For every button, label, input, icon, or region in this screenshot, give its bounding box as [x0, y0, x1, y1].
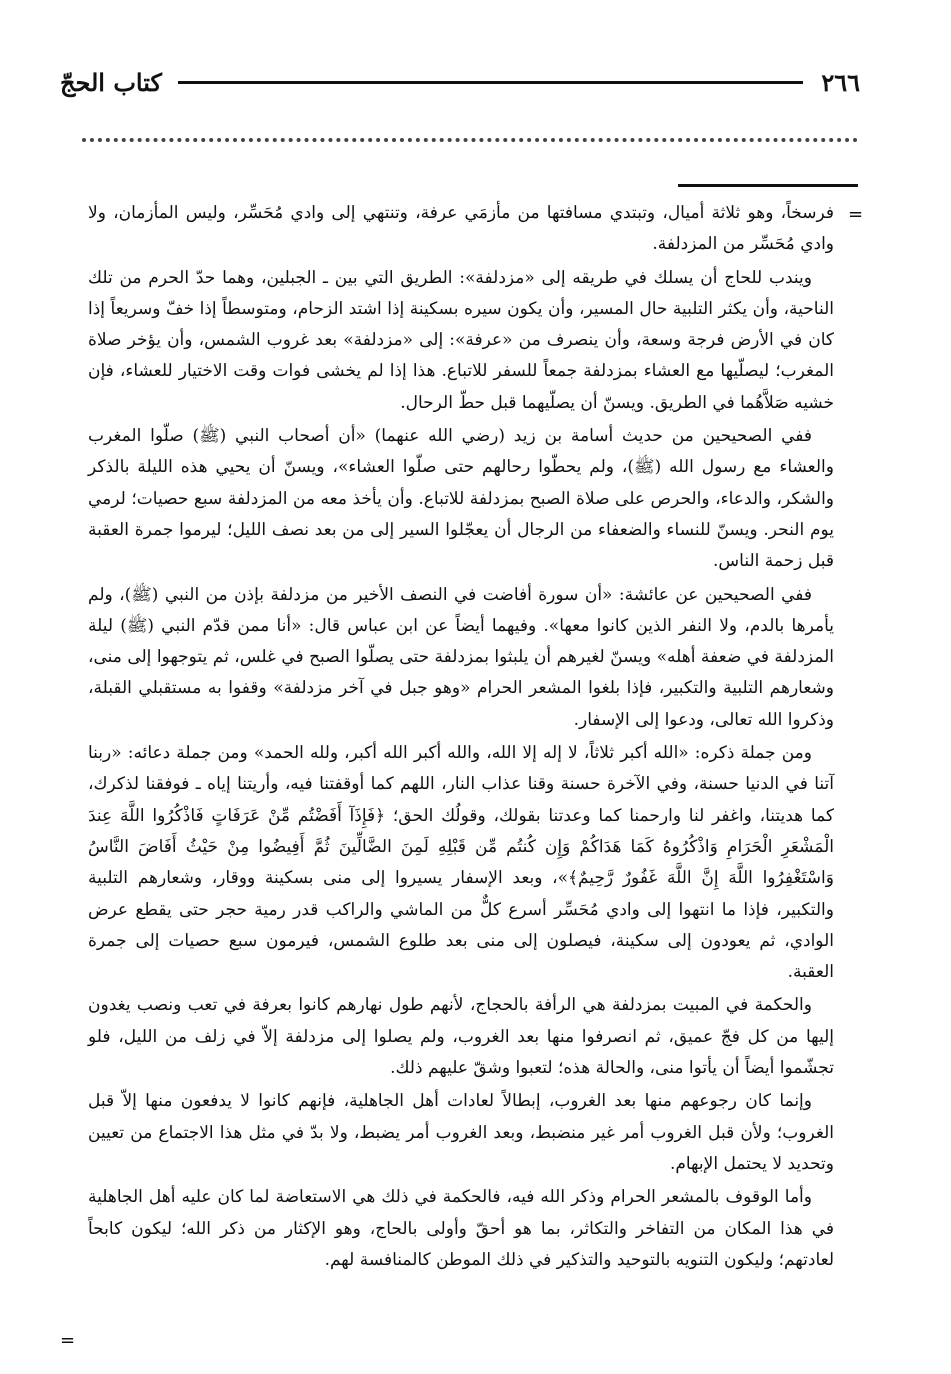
header-rule [178, 81, 803, 84]
running-title: كتاب الحجّ [60, 67, 162, 97]
paragraph: ففي الصحيحين من حديث أسامة بن زيد (رضي الله عنهما) «أن أصحاب النبي (ﷺ) صلّوا المغرب والعشاء مع رسول الله (ﷺ)، ولم يحطّوا رحالهم حتى صلّوا العشاء»، ويسنّ أن يحيي هذه الليلة بالذكر والشكر، والدعاء، والحرص على صلاة الصبح بمزدلفة للاتباع. وأن يأخذ معه من المزدلفة سبع حصيات؛ لرمي يوم النحر. ويسنّ للنساء والضعفاء من الرجال أن يعجّلوا السير إلى من بعد نصف الليل؛ ليرموا جمرة العقبة قبل زحمة الناس. [88, 426, 834, 572]
continuation-rule [678, 184, 858, 187]
paragraph: وإنما كان رجوعهم منها بعد الغروب، إبطالاً لعادات أهل الجاهلية، فإنهم كانوا لا يدفعون منها إلاّ قبل الغروب؛ ولأن قبل الغروب أمر غير منضبط، وبعد الغروب أمر يضبط، ولا بدّ في مثل هذا الاجتماع من تعيين وتحديد لا يحتمل الإبهام. [88, 1091, 834, 1174]
page-number: ٢٦٦ [821, 67, 860, 97]
page-body [88, 198, 834, 1278]
paragraph: ومن جملة ذكره: «الله أكبر ثلاثاً، لا إله إلا الله، والله أكبر الله أكبر، ولله الحمد» ومن جملة دعائه: «ربنا آتنا في الدنيا حسنة، وفي الآخرة حسنة وقنا عذاب النار، اللهم كما أوقفتنا فيه، وأريتنا إياه ـ فوفقنا لذكرك، كما هديتنا، واغفر لنا وارحمنا كما وعدتنا بقولك، وقولُك الحق؛ ﴿فَإِذَآ أَفَضْتُم مِّنْ عَرَفَاتٍ فَاذْكُرُوا اللَّهَ عِندَ الْمَشْعَرِ الْحَرَامِ وَاذْكُرُوهُ كَمَا هَدَاكُمْ وَإِن كُنتُم مِّن قَبْلِهِ لَمِنَ الضَّالِّينَ ثُمَّ أَفِيضُوا مِنْ حَيْثُ أَفَاضَ النَّاسُ وَاسْتَغْفِرُوا اللَّهَ إِنَّ اللَّهَ غَفُورٌ رَّحِيمٌ﴾»، وبعد الإسفار يسيروا إلى منى بسكينة ووقار، وشعارهم التلبية والتكبير، فإذا ما انتهوا إلى وادي مُحَسِّر أسرع كلٌّ من الماشي والراكب قدر رمية حجر حتى يقطع عرض الوادي، ثم يعودون إلى سكينة، فيصلون إلى منى بعد طلوع الشمس، فيرمون سبع حصيات إلى جمرة العقبة. [88, 743, 834, 983]
continuation-marker-top: = [848, 204, 864, 225]
paragraph: ويندب للحاج أن يسلك في طريقه إلى «مزدلفة»: الطريق التي بين ـ الجبلين، وهما حدّ الحرم من تلك الناحية، وأن يكثر التلبية حال المسير، وأن يكون سيره بسكينة إذا اشتد الزحام، ومتوسطاً إذا خفّ وسريعاً إذا كان في الأرض فرجة وسعة، وأن ينصرف من «عرفة»: إلى «مزدلفة» بعد غروب الشمس، وأن يؤخر صلاة المغرب؛ ليصلّيها مع العشاء بمزدلفة جمعاً للسفر للاتباع. هذا إذا لم يخشى فوات وقت الاختيار للعشاء، فإن خشيه صَلاَّهُما في الطريق. ويسنّ أن يصلّيهما قبل حطّ الرحال. [88, 267, 834, 413]
paragraph: وأما الوقوف بالمشعر الحرام وذكر الله فيه، فالحكمة في ذلك هي الاستعاضة لما كان عليه أهل الجاهلية في هذا المكان من التفاخر والتكاثر، بما هو أحقّ وأولى بالحاج، وهو الإكثار من ذكر الله؛ ليكون كابحاً لعادتهم؛ وليكون التنويه بالتوحيد والتذكير في ذلك الموطن كالمنافسة لهم. [88, 1187, 834, 1270]
page-header [60, 62, 860, 102]
dotted-separator [82, 138, 858, 142]
continuation-marker-bottom: = [60, 1330, 76, 1351]
paragraph: ففي الصحيحين عن عائشة: «أن سورة أفاضت في النصف الأخير من مزدلفة بإذن من النبي (ﷺ)، ولم يأمرها بالدم، ولا النفر الذين كانوا معها». وفيهما أيضاً عن ابن عباس قال: «أنا ممن قدّم النبي (ﷺ) ليلة المزدلفة في ضعفة أهله» ويسنّ لغيرهم أن يلبثوا بمزدلفة حتى يصلّوا الصبح في غلس، ثم يتوجهوا إلى منى، وشعارهم التلبية والتكبير، فإذا بلغوا المشعر الحرام «وهو جبل في آخر مزدلفة» وقفوا به مستقبلي القبلة، وذكروا الله تعالى، ودعوا إلى الإسفار. [88, 584, 834, 730]
paragraph-continuation: فرسخاً، وهو ثلاثة أميال، وتبتدي مسافتها من مأزمَي عرفة، وتنتهي إلى وادي مُحَسِّر، وليس المأزمان، ولا وادي مُحَسِّر من المزدلفة. [88, 203, 834, 255]
paragraph: والحكمة في المبيت بمزدلفة هي الرأفة بالحجاج، لأنهم طول نهارهم كانوا بعرفة في تعب ونصب يغدون إليها من كل فجّ عميق، ثم انصرفوا منها بعد الغروب، ولم يصلوا إلى مزدلفة إلاّ في زلف من الليل، فلو تجشّموا أيضاً أن يأتوا منى، والحالة هذه؛ لتعبوا وشقّ عليهم ذلك. [88, 995, 834, 1079]
